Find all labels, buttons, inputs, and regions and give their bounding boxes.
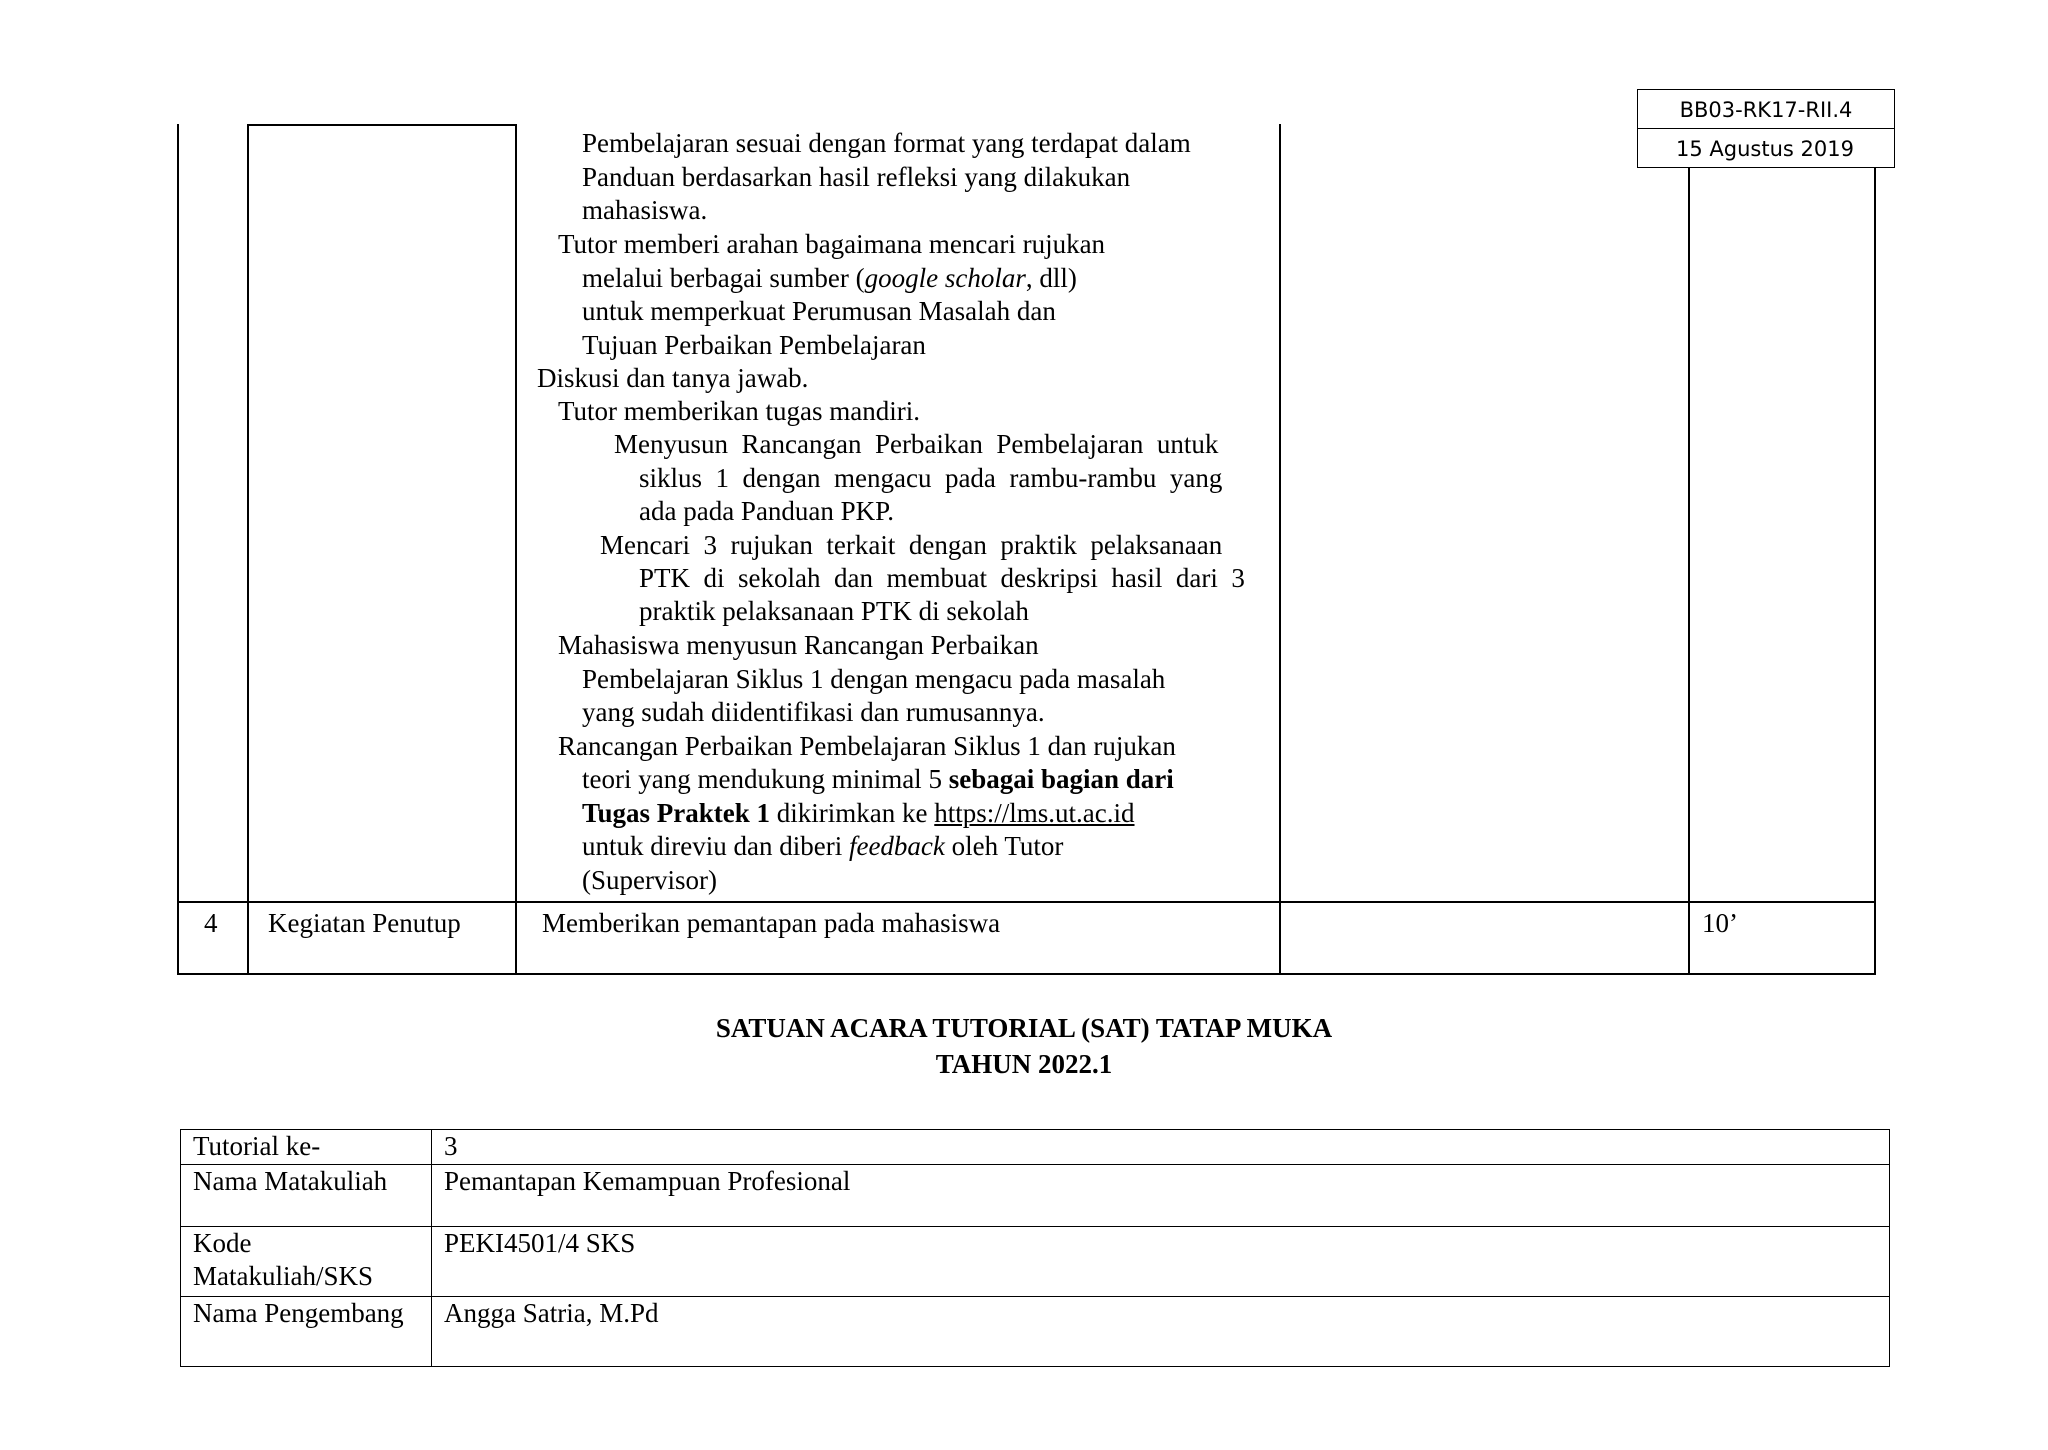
page-subtitle: TAHUN 2022.1	[935, 1049, 1113, 1079]
document-code: BB03-RK17-RII.4	[1638, 90, 1894, 129]
table-col-divider-4	[1688, 124, 1690, 974]
info-label: Nama Matakuliah	[181, 1165, 432, 1227]
activity-line: Tutor memberikan tugas mandiri.	[558, 396, 920, 426]
info-value: Pemantapan Kemampuan Profesional	[432, 1165, 1890, 1227]
lms-link[interactable]: https://lms.ut.ac.id	[934, 798, 1135, 828]
activity-line: melalui berbagai sumber (google scholar, dll)	[582, 263, 1077, 293]
table-row	[181, 1130, 1890, 1165]
table-border-bottom	[177, 973, 1876, 975]
row-duration: 10’	[1702, 908, 1738, 938]
table-row-divider	[177, 901, 1876, 903]
activity-line: yang sudah diidentifikasi dan rumusannya.	[582, 697, 1045, 727]
activity-line: Tugas Praktek 1 dikirimkan ke https://lms.ut.ac.id	[582, 798, 1135, 828]
activity-line: siklus 1 dengan mengacu pada rambu-rambu yang	[639, 463, 1223, 493]
activity-line: teori yang mendukung minimal 5 sebagai bagian dari	[582, 764, 1174, 794]
activity-line: Diskusi dan tanya jawab.	[537, 363, 809, 393]
info-value: Angga Satria, M.Pd	[432, 1297, 1890, 1367]
activity-line: untuk memperkuat Perumusan Masalah dan	[582, 296, 1056, 326]
activity-line: Mahasiswa menyusun Rancangan Perbaikan	[558, 630, 1039, 660]
document-code-box	[1637, 89, 1895, 168]
activity-line: (Supervisor)	[582, 865, 717, 895]
activity-line: mahasiswa.	[582, 195, 708, 225]
info-label: Nama Pengembang	[181, 1297, 432, 1367]
row-number: 4	[204, 908, 218, 938]
activity-line: PTK di sekolah dan membuat deskripsi hasil dari 3	[639, 563, 1245, 593]
tutorial-info-table	[180, 1129, 1890, 1367]
info-label: Tutorial ke-	[181, 1130, 432, 1165]
row-stage: Kegiatan Penutup	[268, 908, 461, 938]
info-label: Kode Matakuliah/SKS	[181, 1227, 432, 1297]
table-row	[181, 1227, 1890, 1297]
table-border-left	[177, 124, 179, 974]
activity-line: Pembelajaran sesuai dengan format yang terdapat dalam	[582, 128, 1191, 158]
table-col-divider-2	[515, 124, 517, 974]
info-value: PEKI4501/4 SKS	[432, 1227, 1890, 1297]
activity-line: Tujuan Perbaikan Pembelajaran	[582, 330, 926, 360]
table-col-divider-3	[1279, 124, 1281, 974]
table-border-right	[1874, 124, 1876, 974]
activity-line: ada pada Panduan PKP.	[639, 496, 894, 526]
table-stage-cell-top	[247, 124, 517, 126]
activity-line: Rancangan Perbaikan Pembelajaran Siklus 1 dan rujukan	[558, 731, 1176, 761]
activity-line: Tutor memberi arahan bagaimana mencari rujukan	[558, 229, 1106, 259]
page-title: SATUAN ACARA TUTORIAL (SAT) TATAP MUKA	[715, 1013, 1333, 1043]
document-date: 15 Agustus 2019	[1676, 137, 1854, 161]
activity-line: praktik pelaksanaan PTK di sekolah	[639, 596, 1029, 626]
table-col-divider-1	[247, 124, 249, 974]
activity-line: untuk direviu dan diberi feedback oleh Tutor	[582, 831, 1064, 861]
activity-line: Pembelajaran Siklus 1 dengan mengacu pada masalah	[582, 664, 1166, 694]
activity-line: Menyusun Rancangan Perbaikan Pembelajaran untuk	[614, 429, 1219, 459]
row-activity: Memberikan pemantapan pada mahasiswa	[542, 908, 1001, 938]
activity-line: Panduan berdasarkan hasil refleksi yang dilakukan	[582, 162, 1131, 192]
table-row	[181, 1165, 1890, 1227]
table-row	[181, 1297, 1890, 1367]
info-value: 3	[432, 1130, 1890, 1165]
activity-line: Mencari 3 rujukan terkait dengan praktik pelaksanaan	[600, 530, 1223, 560]
